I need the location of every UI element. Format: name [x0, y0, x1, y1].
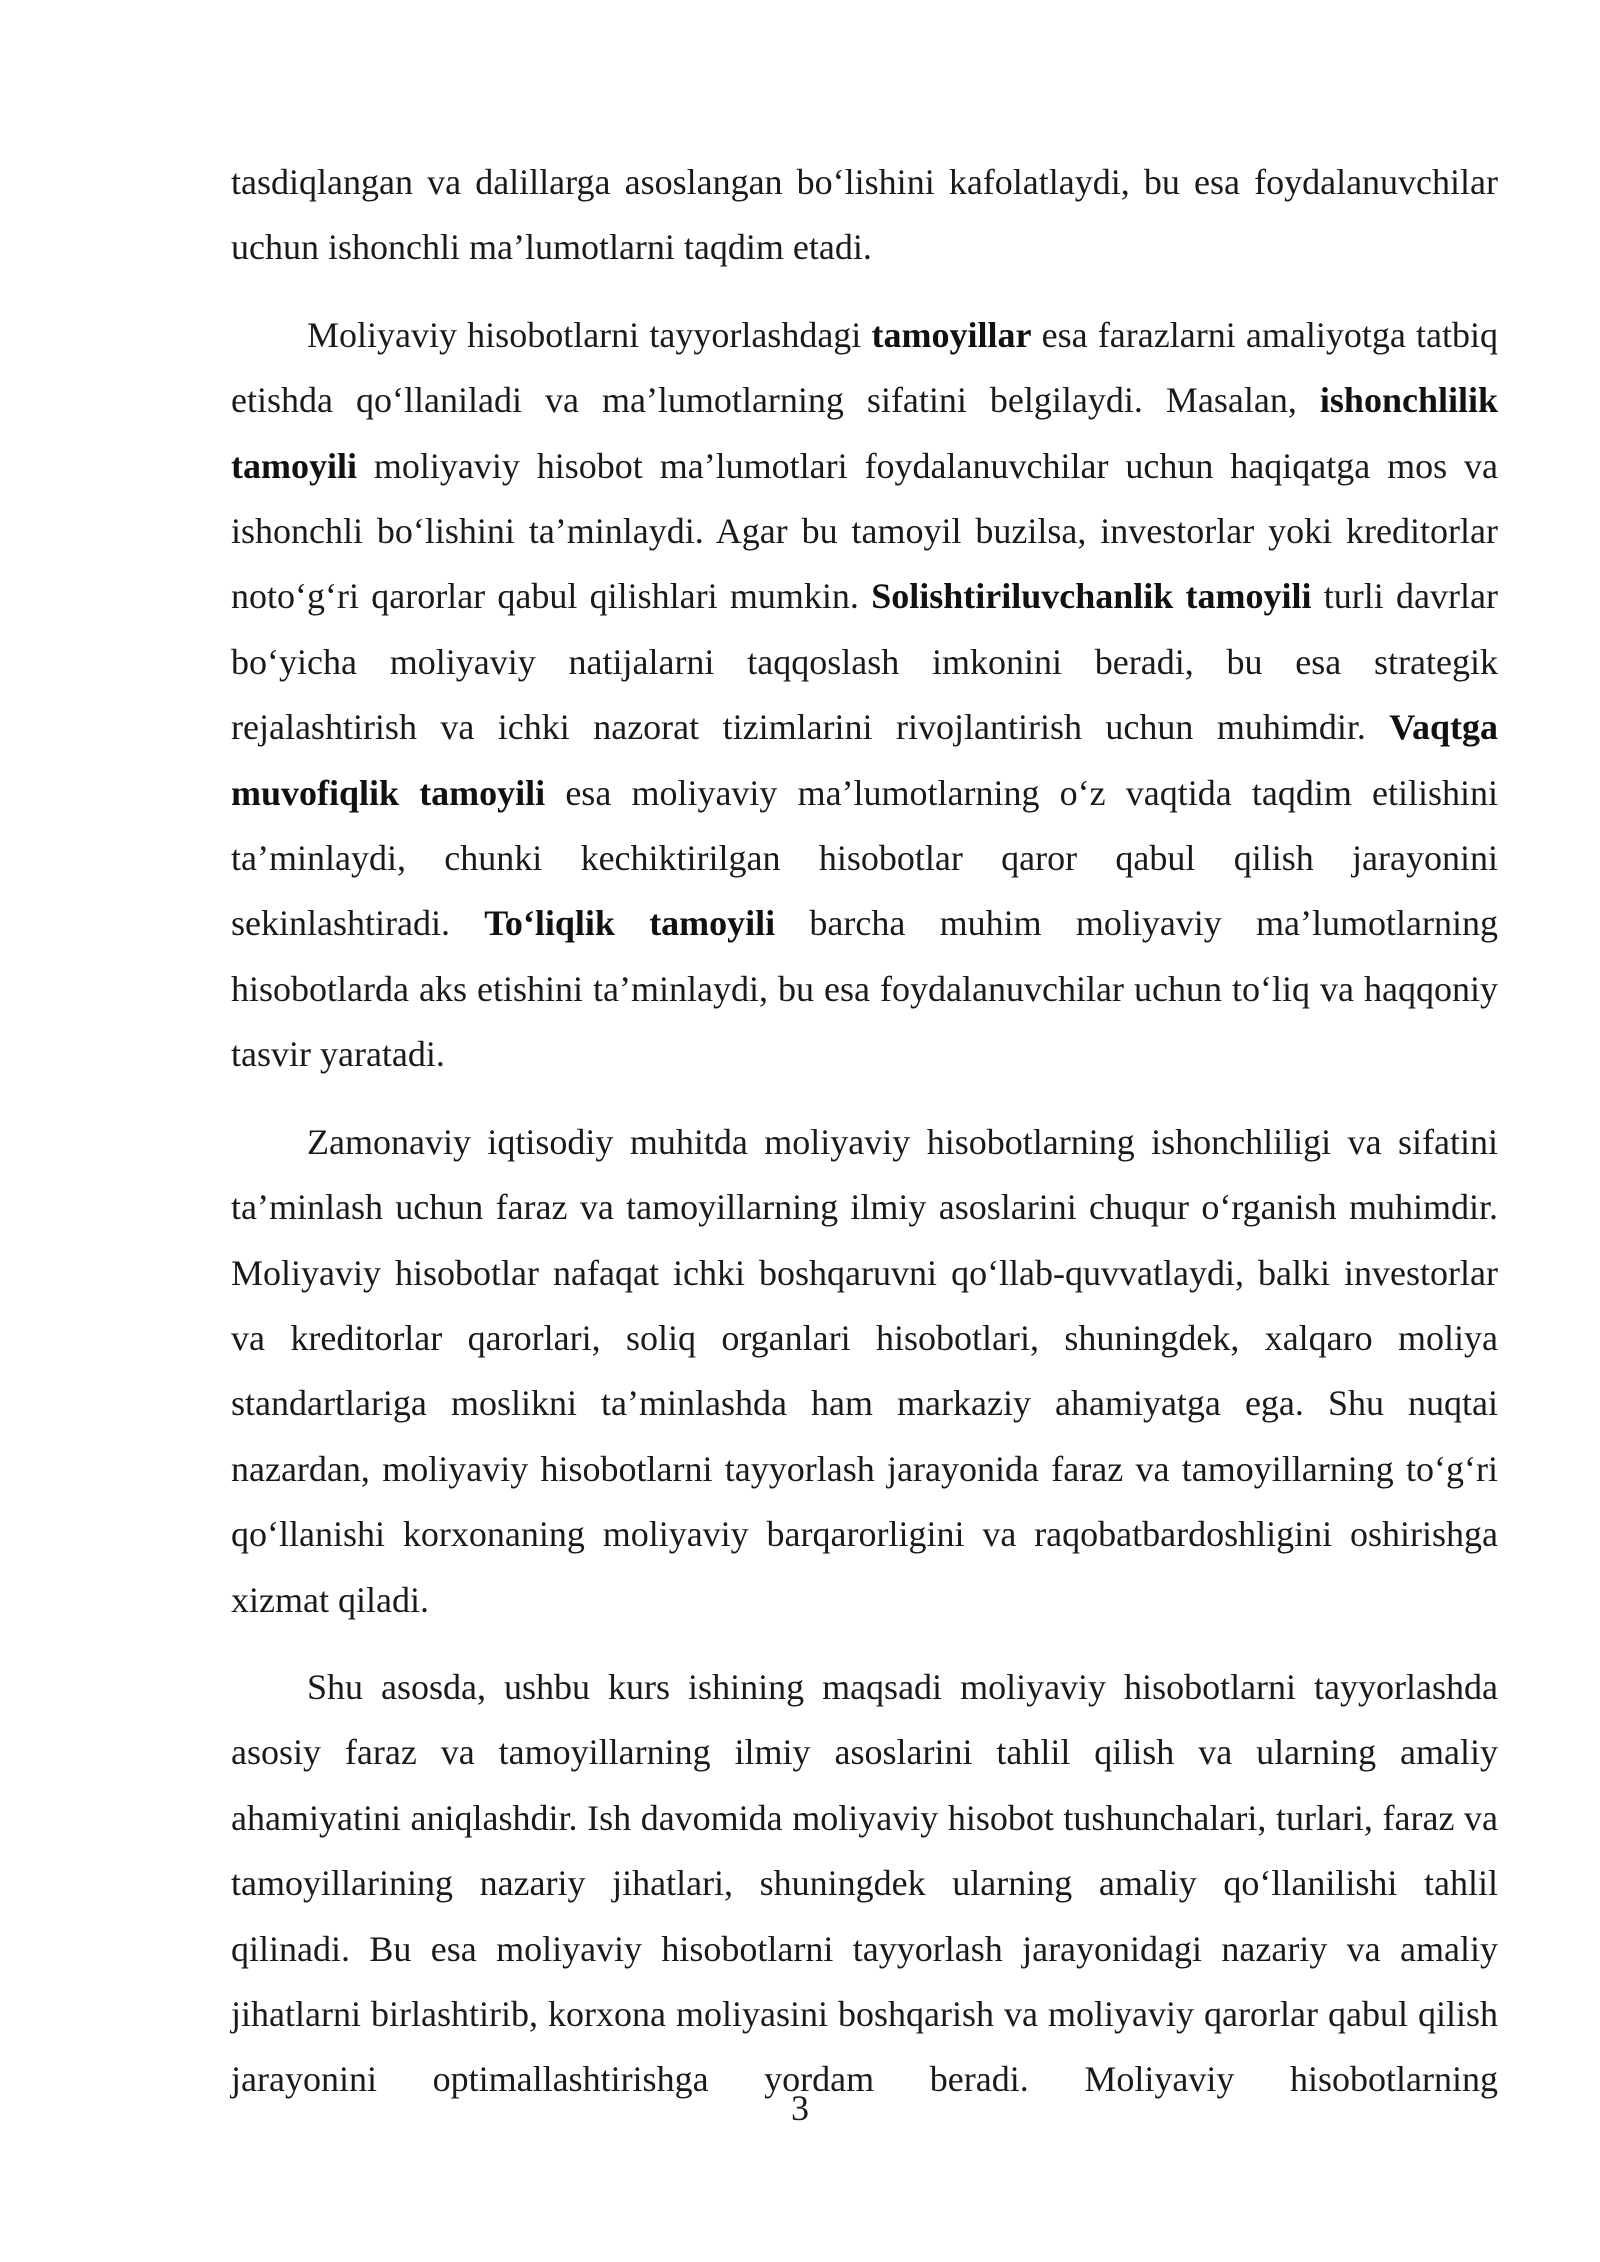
paragraph-4 [231, 1655, 1498, 2113]
paragraph-2 [231, 303, 1498, 1088]
body-text [231, 150, 1498, 2113]
paragraph-2-text: Moliyaviy hisobotlarni tayyorlashdagi [307, 314, 872, 355]
paragraph-2-text: turli davrlar bo‘yicha moliyaviy natijalarni taqqoslash imkonini beradi, bu esa strategik rejalashtirish va ichki nazorat tizimlarini rivojlantirish uchun muhimdir. [231, 576, 1498, 748]
page-number: 3 [791, 2088, 809, 2128]
paragraph-3-text: Zamonaviy iqtisodiy muhitda moliyaviy hisobotlarning ishonchliligi va sifatini ta’minlash uchun faraz va tamoyillarning ilmiy asoslarini chuqur o‘rganish muhimdir. Moliyaviy hisobotlar nafaqat ichki boshqaruvni qo‘llab-quvvatlaydi, balki investorlar va kreditorlar qarorlari, soliq organlari hisobotlari, shuningdek, xalqaro moliya standartlariga moslikni ta’minlashda ham markaziy ahamiyatga ega. Shu nuqtai nazardan, moliyaviy hisobotlarni tayyorlash jarayonida faraz va tamoyillarning to‘g‘ri qo‘llanishi korxonaning moliyaviy barqarorligini va raqobatbardoshligini oshirishga xizmat qiladi. [231, 1121, 1498, 1620]
paragraph-2-text: moliyaviy hisobot ma’lumotlari foydalanuvchilar uchun haqiqatga mos va ishonchli bo‘lishini ta’minlaydi. Agar bu tamoyil buzilsa, investorlar yoki kreditorlar noto‘g‘ri qarorlar qabul qilishlari mumkin. [231, 445, 1498, 617]
bold-term-tamoyillar: tamoyillar [871, 314, 1032, 355]
paragraph-4-text: Shu asosda, ushbu kurs ishining maqsadi moliyaviy hisobotlarni tayyorlashda asosiy faraz va tamoyillarning ilmiy asoslarini tahlil qilish va ularning amaliy ahamiyatini aniqlashdir. Ish davomida moliyaviy hisobot tushunchalari, turlari, faraz va tamoyillarining nazariy jihatlari, shuningdek ularning amaliy qo‘llanilishi tahlil qilinadi. Bu esa moliyaviy hisobotlarni tayyorlash jarayonidagi nazariy va amaliy jihatlarni birlashtirib, korxona moliyasini boshqarish va moliyaviy qarorlar qabul qilish jarayonini optimallashtirishga yordam beradi. Moliyaviy hisobotlarning [231, 1666, 1498, 2100]
paragraph-1 [231, 150, 1498, 281]
bold-term-toliqlik: To‘liqlik tamoyili [484, 903, 776, 944]
paragraph-2-text: barcha muhim moliyaviy ma’lumotlarning hisobotlarda aks etishini ta’minlaydi, bu esa foydalanuvchilar uchun to‘liq va haqqoniy tasvir yaratadi. [231, 903, 1498, 1075]
paragraph-2-text: esa moliyaviy ma’lumotlarning o‘z vaqtida taqdim etilishini ta’minlaydi, chunki kechiktirilgan hisobotlar qaror qabul qilish jarayonini sekinlashtiradi. [231, 772, 1499, 944]
paragraph-2-text: esa farazlarni amaliyotga tatbiq etishda qo‘llaniladi va ma’lumotlarning sifatini belgilaydi. Masalan, [231, 314, 1499, 421]
bold-term-vaqtga-muvofiqlik: Vaqtga muvofiqlik tamoyili [231, 707, 1498, 813]
paragraph-1-text: tasdiqlangan va dalillarga asoslangan bo‘lishini kafolatlaydi, bu esa foydalanuvchilar uchun ishonchli ma’lumotlarni taqdim etadi. [231, 162, 1498, 268]
bold-term-ishonchlilik: ishonchlilik tamoyili [231, 380, 1498, 486]
bold-term-solishtiriluvchanlik: Solishtiriluvchanlik tamoyili [871, 576, 1312, 617]
paragraph-3 [231, 1110, 1498, 1633]
